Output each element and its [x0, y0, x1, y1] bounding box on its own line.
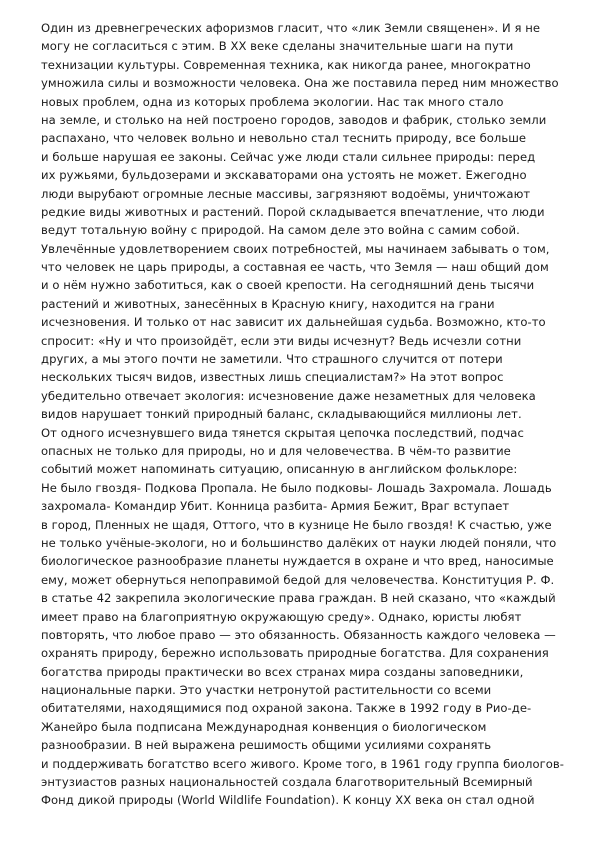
text-line: на земле, и столько на ней построено городов, заводов и фабрик, столько земли	[41, 112, 547, 127]
text-line: энтузиастов разных национальностей создала благотворительный Всемирный	[41, 775, 533, 790]
text-line: ведут тотальную войну с природой. На самом деле это война с самим собой.	[41, 223, 520, 238]
text-line: технизации культуры. Современная техника, как никогда ранее, многократно	[41, 57, 531, 72]
text-line: Один из древнегреческих афоризмов гласит, что «лик Земли священен». И я не	[41, 21, 541, 35]
text-line: Увлечённые удовлетворением своих потребностей, мы начинаем забывать о том,	[41, 241, 550, 256]
text-line: обитателями, находящимися под охраной закона. Также в 1992 году в Рио-де-	[41, 701, 532, 716]
text-line: ему, может обернуться непоправимой бедой для человечества. Конституция Р. Ф.	[41, 572, 555, 587]
text-line: новых проблем, одна из которых проблема экологии. Нас так много стало	[41, 94, 504, 109]
text-line: биологическое разнообразие планеты нуждается в охране и что вред, наносимые	[41, 554, 554, 569]
text-line: и поддерживать богатство всего живого. Кроме того, в 1961 году группа биологов-	[41, 756, 565, 771]
text-line: имеет право на благоприятную окружающую среду». Однако, юристы любят	[41, 609, 522, 624]
text-line: не только учёные-экологи, но и большинство далёких от науки людей поняли, что	[41, 535, 557, 550]
text-line: национальные парки. Это участки нетронутой растительности со всеми	[41, 683, 492, 698]
text-line: От одного исчезнувшего вида тянется скрытая цепочка последствий, подчас	[41, 425, 524, 440]
text-line: охранять природу, бережно использовать природные богатства. Для сохранения	[41, 646, 549, 661]
text-line: Жанейро была подписана Международная конвенция о биологическом	[41, 719, 487, 734]
text-line: других, а мы этого почти не заметили. Что страшного случится от потери	[41, 352, 503, 367]
essay-text	[41, 19, 571, 810]
text-line: в статье 42 закрепила экологические права граждан. В ней сказано, что «каждый	[41, 591, 556, 606]
text-line: опасных не только для природы, но и для человечества. В чём-то развитие	[41, 443, 511, 458]
text-line: люди вырубают огромные лесные массивы, загрязняют водоёмы, уничтожают	[41, 186, 531, 201]
text-line: исчезновения. И только от нас зависит их дальнейшая судьба. Возможно, кто-то	[41, 315, 546, 330]
text-line: спросит: «Ну и что произойдёт, если эти виды исчезнут? Ведь исчезли сотни	[41, 333, 522, 348]
text-line: растений и животных, занесённых в Красную книгу, находится на грани	[41, 296, 495, 311]
text-line: разнообразии. В ней выражена решимость общими усилиями сохранять	[41, 738, 492, 753]
text-line: Не было гвоздя- Подкова Пропала. Не было подковы- Лошадь Захромала. Лошадь	[41, 480, 552, 495]
text-line: что человек не царь природы, а составная ее часть, что Земля — наш общий дом	[41, 260, 549, 275]
text-line: богатства природы практически во всех странах мира созданы заповедники,	[41, 664, 524, 679]
text-line: редкие виды животных и растений. Порой складывается впечатление, что люди	[41, 204, 545, 219]
text-line: и больше нарушая ее законы. Сейчас уже люди стали сильнее природы: перед	[41, 149, 536, 164]
text-line: событий может напоминать ситуацию, описанную в английском фольклоре:	[41, 462, 518, 477]
text-line: умножила силы и возможности человека. Она же поставила перед ним множество	[41, 76, 559, 91]
text-line: в город, Пленных не щадя, Оттого, что в кузнице Не было гвоздя! К счастью, уже	[41, 517, 552, 532]
text-line: убедительно отвечает экология: исчезновение даже незаметных для человека	[41, 388, 536, 403]
text-line: видов нарушает тонкий природный баланс, складывающийся миллионы лет.	[41, 407, 522, 422]
text-line: и о нём нужно заботиться, как о своей крепости. На сегодняшний день тысячи	[41, 278, 535, 293]
text-line: могу не согласиться с этим. В XX веке сделаны значительные шаги на пути	[41, 39, 514, 54]
text-line: Фонд дикой природы (World Wildlife Foundation). К концу XX века он стал одной	[41, 793, 535, 808]
text-line: распахано, что человек вольно и невольно стал теснить природу, все больше	[41, 131, 527, 146]
text-line: их ружьями, бульдозерами и экскаваторами она устоять не может. Ежегодно	[41, 168, 527, 183]
text-line: нескольких тысяч видов, известных лишь специалистам?» На этот вопрос	[41, 370, 504, 385]
text-line: повторять, что любое право — это обязанность. Обязанность каждого человека —	[41, 627, 556, 642]
text-line: захромала- Командир Убит. Конница разбита- Армия Бежит, Враг вступает	[41, 499, 510, 514]
